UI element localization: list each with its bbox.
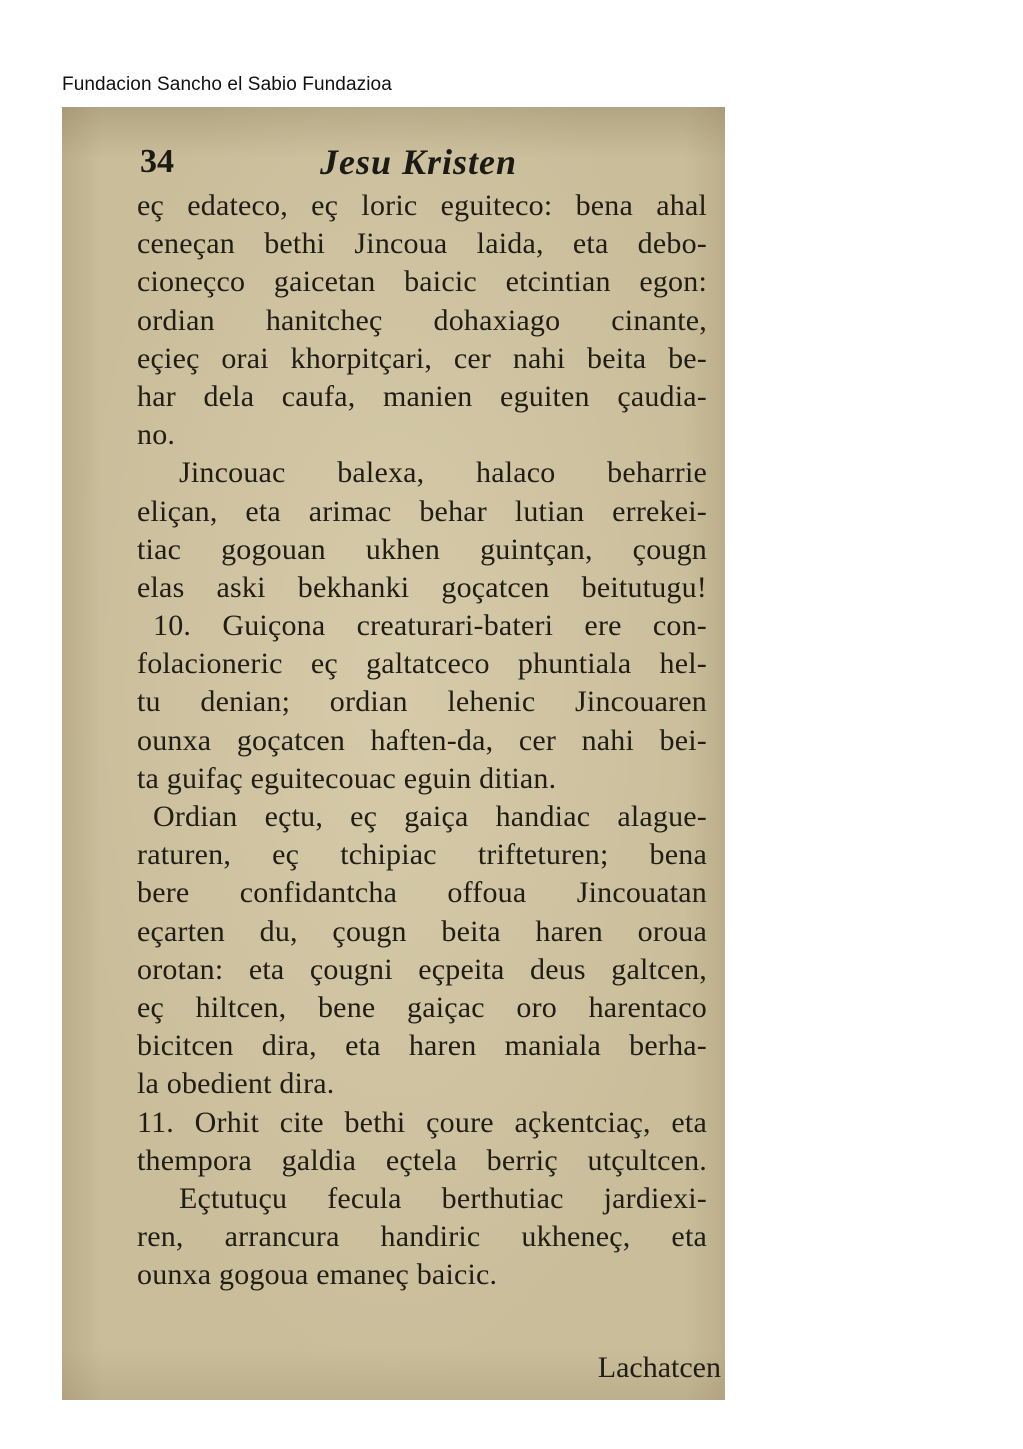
text-line: eçieç orai khorpitçari, cer nahi beita be- (137, 341, 707, 375)
text-line: Ordian eçtu, eç gaiça handiac alague- (153, 800, 707, 833)
text-line: ordian hanitcheç dohaxiago cinante, (137, 303, 707, 337)
text-line: no. (137, 418, 176, 452)
text-line: Jincouac balexa, halaco beharrie (179, 456, 707, 490)
archive-header: Fundacion Sancho el Sabio Fundazioa (62, 74, 392, 95)
running-title: Jesu Kristen (320, 142, 518, 182)
page-head (140, 143, 700, 187)
text-line: eç hiltcen, bene gaiçac oro harentaco (137, 990, 707, 1024)
text-line: ounxa gogoua emaneç baicic. (137, 1258, 498, 1292)
text-line: raturen, eç tchipiac trifteturen; bena (137, 838, 707, 872)
catchword: Lachatcen (597, 1351, 721, 1384)
text-line: ta guifaç eguitecouac eguin ditian. (137, 761, 557, 795)
text-line: tiac gogouan ukhen guintçan, çougn (137, 532, 707, 566)
text-line: elas aski bekhanki goçatcen beitutugu! (137, 570, 707, 604)
text-line: tu denian; ordian lehenic Jincouaren (137, 685, 707, 719)
page-number: 34 (140, 143, 174, 180)
text-line: la obedient dira. (137, 1067, 335, 1101)
text-line: 11. Orhit cite bethi çoure açkentciaç, eta (137, 1105, 707, 1139)
text-line: ceneçan bethi Jincoua laida, eta debo- (137, 227, 707, 261)
text-line: bicitcen dira, eta haren maniala berha- (137, 1029, 707, 1063)
text-line: bere confidantcha offoua Jincouatan (137, 876, 707, 910)
text-line: ren, arrancura handiric ukheneç, eta (137, 1220, 707, 1254)
text-line: eç edateco, eç loric eguiteco: bena ahal (137, 189, 707, 222)
text-line: thempora galdia eçtela berriç utçultcen. (137, 1143, 707, 1177)
text-line: eliçan, eta arimac behar lutian errekei- (137, 494, 707, 528)
text-line: Eçtutuçu fecula berthutiac jardiexi- (179, 1181, 707, 1215)
text-line: ounxa goçatcen haften-da, cer nahi bei- (137, 723, 707, 757)
text-line: cioneçco gaicetan baicic etcintian egon: (137, 265, 707, 299)
text-line: har dela caufa, manien eguiten çaudia- (137, 379, 707, 413)
text-line: 10. Guiçona creaturari-bateri ere con- (153, 609, 707, 643)
text-line: folacioneric eç galtatceco phuntiala hel- (137, 647, 707, 681)
body-text (137, 187, 707, 1294)
scanned-book-page (62, 107, 725, 1400)
text-line: eçarten du, çougn beita haren oroua (137, 914, 707, 948)
text-line: orotan: eta çougni eçpeita deus galtcen, (137, 952, 707, 986)
